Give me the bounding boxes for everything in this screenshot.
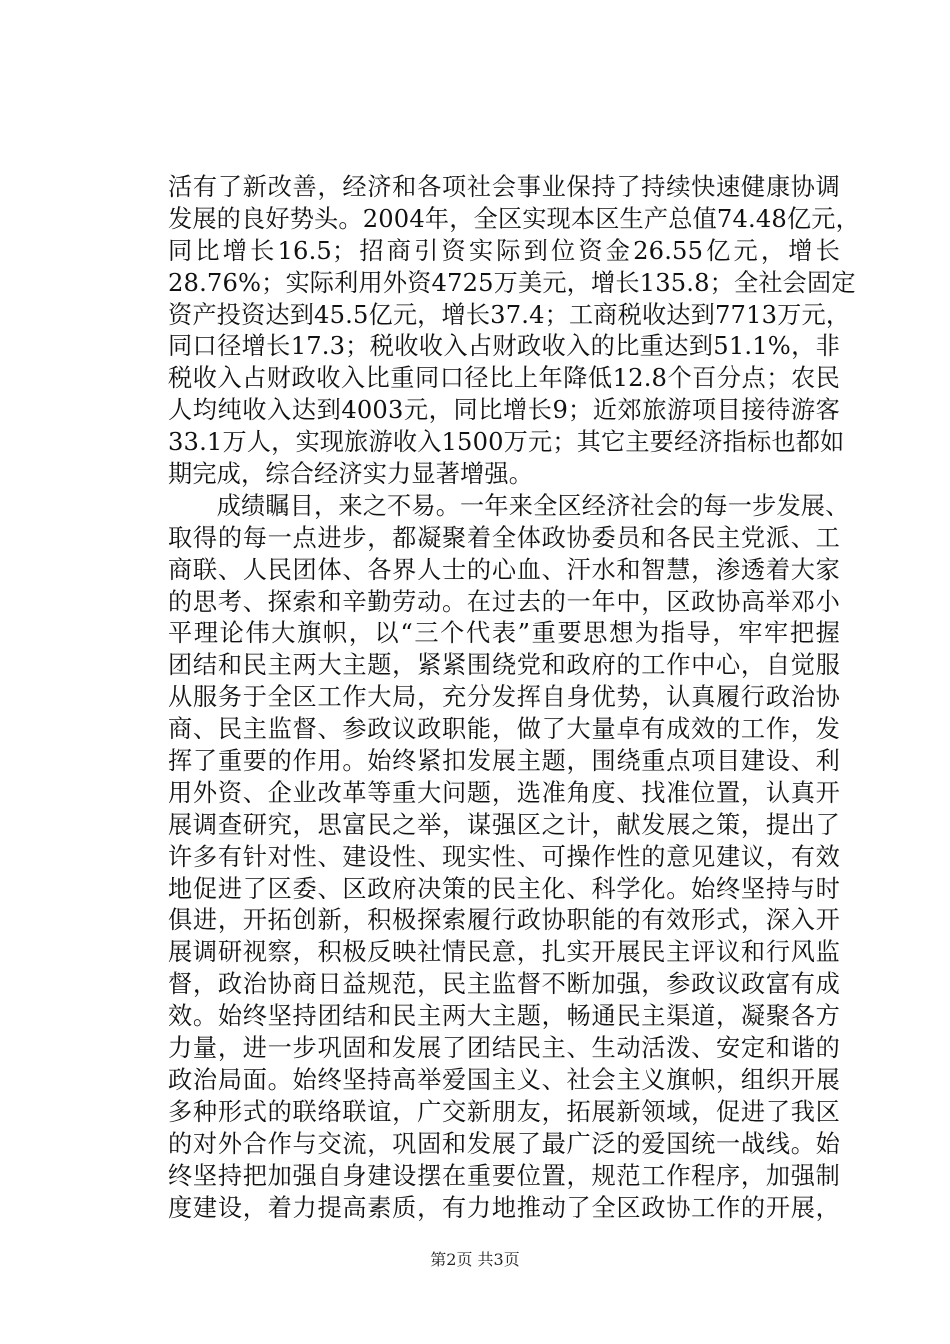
text-line: 督，政治协商日益规范，民主监督不断加强，参政议政富有成: [168, 970, 840, 999]
text-line: 商联、人民团体、各界人士的心血、汗水和智慧，渗透着大家: [168, 555, 840, 584]
text-line: 33.1万人，实现旅游收入1500万元；其它主要经济指标也都如: [168, 428, 845, 457]
text-line: 人均纯收入达到4003元，同比增长9；近郊旅游项目接待游客: [168, 396, 840, 425]
text-line: 的对外合作与交流，巩固和发展了最广泛的爱国统一战线。始: [168, 1129, 840, 1158]
text-line: 活有了新改善，经济和各项社会事业保持了持续快速健康协调: [168, 173, 840, 201]
text-line: 挥了重要的作用。始终紧扣发展主题，围绕重点项目建设、利: [168, 747, 840, 776]
text-line: 商、民主监督、参政议政职能，做了大量卓有成效的工作，发: [168, 715, 840, 744]
text-line: 资产投资达到45.5亿元，增长37.4；工商税收达到7713万元，: [168, 300, 851, 329]
text-line: 力量，进一步巩固和发展了团结民主、生动活泼、安定和谐的: [168, 1034, 840, 1063]
text-line: 期完成，综合经济实力显著增强。: [168, 460, 534, 489]
text-line: 成绩瞩目，来之不易。一年来全区经济社会的每一步发展、: [168, 491, 850, 520]
page-footer: 第2页 共3页: [430, 1250, 520, 1269]
text-line: 平理论伟大旗帜，以“三个代表”重要思想为指导，牢牢把握: [168, 619, 840, 648]
text-line: 政治局面。始终坚持高举爱国主义、社会主义旗帜，组织开展: [168, 1065, 840, 1094]
text-line: 同口径增长17.3；税收收入占财政收入的比重达到51.1%，非: [168, 332, 840, 361]
text-line: 从服务于全区工作大局，充分发挥自身优势，认真履行政治协: [168, 683, 840, 712]
text-line: 俱进，开拓创新，积极探索履行政协职能的有效形式，深入开: [168, 906, 840, 935]
text-line: 许多有针对性、建设性、现实性、可操作性的意见建议，有效: [168, 842, 840, 871]
text-line: 多种形式的联络联谊，广交新朋友，拓展新领域，促进了我区: [168, 1097, 840, 1126]
text-line: 终坚持把加强自身建设摆在重要位置，规范工作程序，加强制: [168, 1161, 840, 1190]
text-line: 发展的良好势头。2004年，全区实现本区生产总值74.48亿元，: [168, 204, 860, 233]
text-line: 团结和民主两大主题，紧紧围绕党和政府的工作中心，自觉服: [168, 651, 840, 680]
text-line: 度建设，着力提高素质，有力地推动了全区政协工作的开展，: [168, 1193, 840, 1222]
text-line: 28.76%；实际利用外资4725万美元，增长135.8；全社会固定: [168, 268, 856, 297]
text-line: 同比增长16.5；招商引资实际到位资金26.55亿元，增长: [168, 236, 840, 265]
text-line: 展调查研究，思富民之举，谋强区之计，献发展之策，提出了: [168, 810, 840, 839]
text-line: 展调研视察，积极反映社情民意，扎实开展民主评议和行风监: [168, 938, 840, 967]
body-text: [168, 172, 860, 1224]
text-line: 效。始终坚持团结和民主两大主题，畅通民主渠道，凝聚各方: [168, 1002, 840, 1031]
text-line: 取得的每一点进步，都凝聚着全体政协委员和各民主党派、工: [168, 523, 840, 552]
text-line: 税收入占财政收入比重同口径比上年降低12.8个百分点；农民: [168, 364, 840, 393]
text-line: 的思考、探索和辛勤劳动。在过去的一年中，区政协高举邓小: [168, 587, 840, 616]
text-line: 用外资、企业改革等重大问题，选准角度、找准位置，认真开: [168, 778, 840, 807]
text-line: 地促进了区委、区政府决策的民主化、科学化。始终坚持与时: [168, 874, 840, 903]
